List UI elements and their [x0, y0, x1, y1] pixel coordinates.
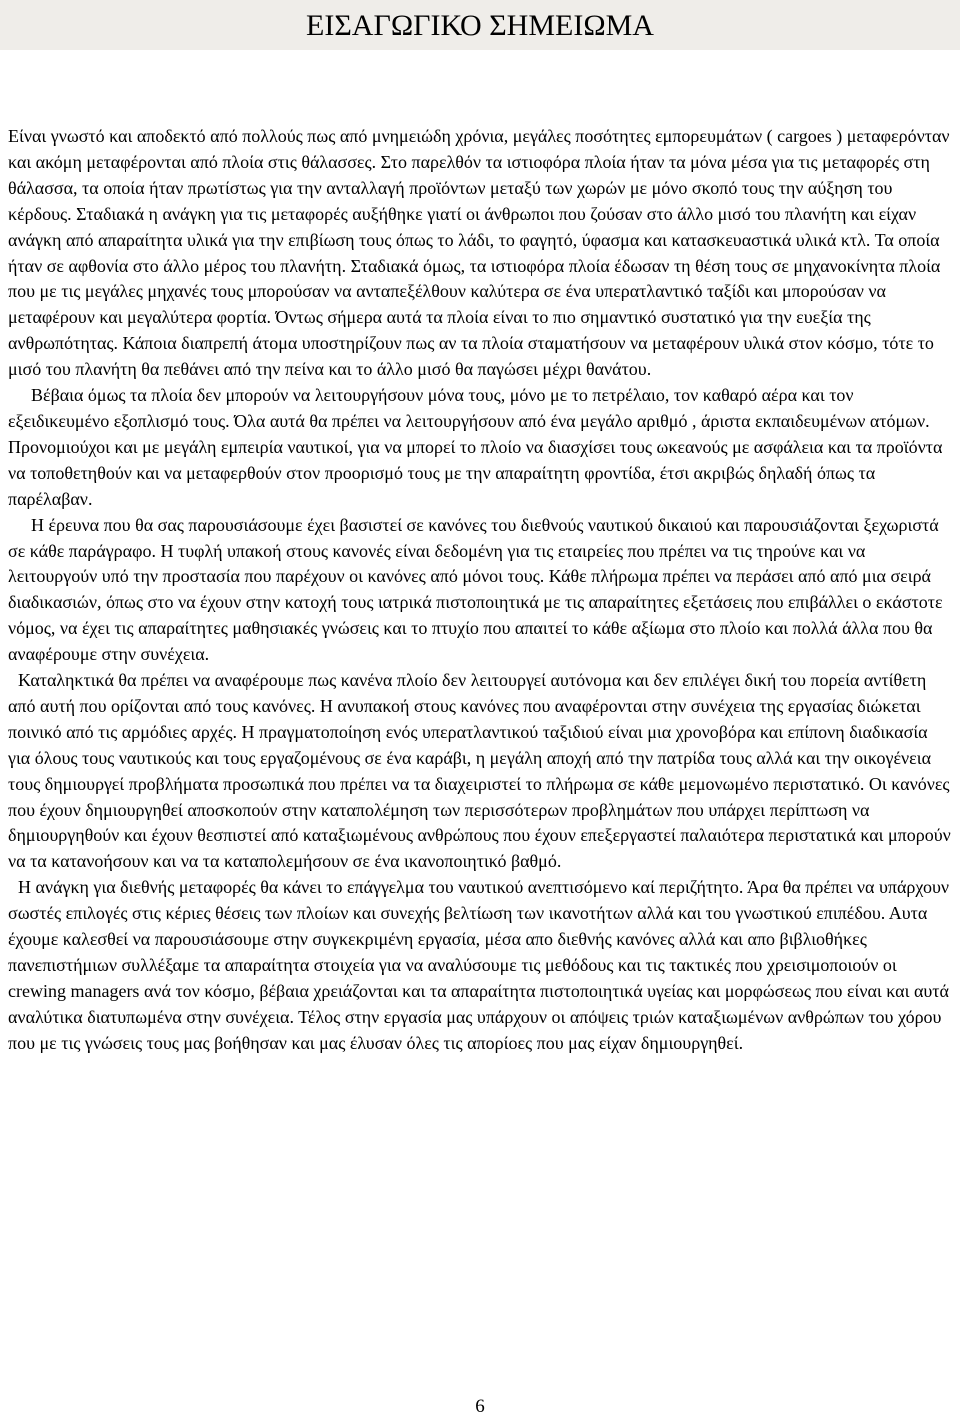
page-number: 6 [475, 1396, 485, 1417]
paragraph-crew: Βέβαια όμως τα πλοία δεν μπορούν να λειτουργήσουν μόνα τους, μόνο με το πετρέλαιο, τον καθαρό αέρα και τον εξειδικευμένο εξοπλισμό τους. Όλα αυτά θα πρέπει να λειτουργήσουν από ένα μεγάλο αριθμό , άριστα εκπαιδευμένων ατόμων. Προνομιούχοι και με μεγάλη εμπειρία ναυτικοί, για να μπορεί το πλοίο να διασχίσει τους ωκεανούς με ασφάλεια και τα προϊόντα να τοποθετηθούν και να μεταφερθούν στον προορισμό τους με την απαραίτητη φροντίδα, έτσι ακριβώς δηλαδή όπως τα παρέλαβαν. [8, 385, 943, 509]
paragraph-research: Η έρευνα που θα σας παρουσιάσουμε έχει βασιστεί σε κανόνες του διεθνούς ναυτικού δικαιού και παρουσιάζονται ξεχωριστά σε κάθε παράγραφο. Η τυφλή υπακοή στους κανονές είναι δεδομένη για τις εταιρείες που πρέπει να τις τηρούνε και να λειτουργούν υπό την προστασία που παρέχουν οι κανόνες από μόνοι τους. Κάθε πλήρωμα πρέπει να περάσει από από μια σειρά διαδικασιών, όπως στο να έχουν στην κατοχή τους ιατρικά πιστοποιητικά με τις απαραίτητες εξετάσεις που επιβάλλει ο εκάστοτε νόμος, να έχει τις απαραίτητες μαθησιακές γνώσεις και το πτυχίο που απαιτεί το κάθε αξίωμα στο πλοίο και πολλά άλλα που θα αναφέρουμε στην συνέχεια. [8, 514, 943, 665]
paragraph-demand: Η ανάγκη για διεθνής μεταφορές θα κάνει το επάγγελμα του ναυτικού ανεπτισόμενο καί περιζήτητο. Άρα θα πρέπει να υπάρχουν σωστές επιλογές στις κέριες θέσεις των πλοίων και συνεχής βελτίωση των ικανοτήτων αλλά και του γνωστικού επιπέδου. Αυτα έχουμε καλεσθεί να παρουσιάσουμε στην συγκεκριμένη εργασία, μέσα απο διεθνής κανόνες αλλά και απο βιβλιοθήκες πανεπιστήμιων συλλέξαμε τα απαραίτητα στοιχεία για να αναλύσουμε τις μεθόδους και τις τακτικές που χρεισιμοποιούν οι crewing managers ανά τον κόσμο, βέβαια χρειάζονται και τα απαραίτητα πιστοποιητικά υγείας και μορφώσεως που είναι και αυτά αναλύτικα διατυπωμένα στην συνέχεια. Τέλος στην εργασία μας υπάρχουν οι απόψεις τριών καταξιωμένων ανθρώπων του χόρου που με τις γνώσεις τους μας βοήθησαν και μας έλυσαν όλες τις απορίοες που μας είχαν δημιουργηθεί. [8, 877, 950, 1053]
paragraph-conclusion: Καταληκτικά θα πρέπει να αναφέρουμε πως κανένα πλοίο δεν λειτουργεί αυτόνομα και δεν επιλέγει δική του πορεία αντίθετη από αυτή που ορίζονται από τους κανόνες. Η ανυπακοή στους κανόνες που αναφέρονται στην συνέχεια της εργασίας διώκεται ποινικό από τις αρμόδιες αρχές. Η πραγματοποίηση ενός υπερατλαντικού ταξιδιού είναι μια χρονοβόρα και επίπονη διαδικασία για όλους τους ναυτικούς και τους εργαζομένους σε ένα καράβι, η μεγάλη αποχή από την πατρίδα τους αλλά και την οικογένεια τους δημιουργεί προβλήματα προσωπικά που πρέπει να τα διαχειριστεί το πλήρωμα σε κάθε μεμονωμένο περιστατικό. Οι κανόνες που έχουν δημιουργηθεί αποσκοπούν στην καταπολέμηση των περισσότερων προβλημάτων που υπάρχει περίπτωση να δημιουργηθούν και έχουν θεσπιστεί από καταξιωμένους ανθρώπους που έχουν επεξεργαστεί παλαιότερα περιστατικά και μπορούν να τα κατανοήσουν και να τα καταπολεμήσουν σε ένα ικανοποιητικό βαθμό. [8, 670, 951, 872]
page-title: ΕΙΣΑΓΩΓΙΚΟ ΣΗΜΕΙΩΜΑ [306, 9, 654, 42]
document-body [8, 124, 954, 1057]
paragraph-intro: Είναι γνωστό και αποδεκτό από πολλούς πως από μνημειώδη χρόνια, μεγάλες ποσότητες εμπορευμάτων ( cargoes ) μεταφερόνταν και ακόμη μεταφέρονται από πλοία στις θάλασσες. Στο παρελθόν τα ιστιοφόρα πλοία ήταν τα μόνα μέσα για τις μεταφορές στη θάλασσα, τα οποία ήταν πρωτίστως για την ανταλλαγή προϊόντων μεταξύ των χωρών με μόνο σκοπό τους την αύξηση του κέρδους. Σταδιακά η ανάγκη για τις μεταφορές αυξήθηκε γιατί οι άνθρωποι που ζούσαν στο άλλο μισό του πλανήτη και είχαν ανάγκη από απαραίτητα υλικά για την επιβίωση τους όπως το λάδι, το φαγητό, ύφασμα και κατασκευαστικά υλικά κτλ. Τα οποία ήταν σε αφθονία στο άλλο μέρος του πλανήτη. Σταδιακά όμως, τα ιστιοφόρα πλοία έδωσαν τη θέση τους σε μηχανοκίνητα πλοία που με τις μεγάλες μηχανές τους μπορούσαν να ανταπεξέλθουν καλύτερα σε ένα υπερατλαντικό ταξίδι και μπορούσαν να μεταφέρουν και μεγαλύτερα φορτία. Όντως σήμερα αυτά τα πλοία είναι το πιο σημαντικό συστατικό για την ευεξία της ανθρωπότητας. Κάποια διαπρεπή άτομα υποστηρίζουν πως αν τα πλοία σταματήσουν να μεταφέρουν υλικά στον κόσμο, τότε το μισό του πλανήτη θα πεθάνει από την πείνα και το άλλο μισό θα παγώσει μέχρι θανάτου. [8, 126, 950, 380]
